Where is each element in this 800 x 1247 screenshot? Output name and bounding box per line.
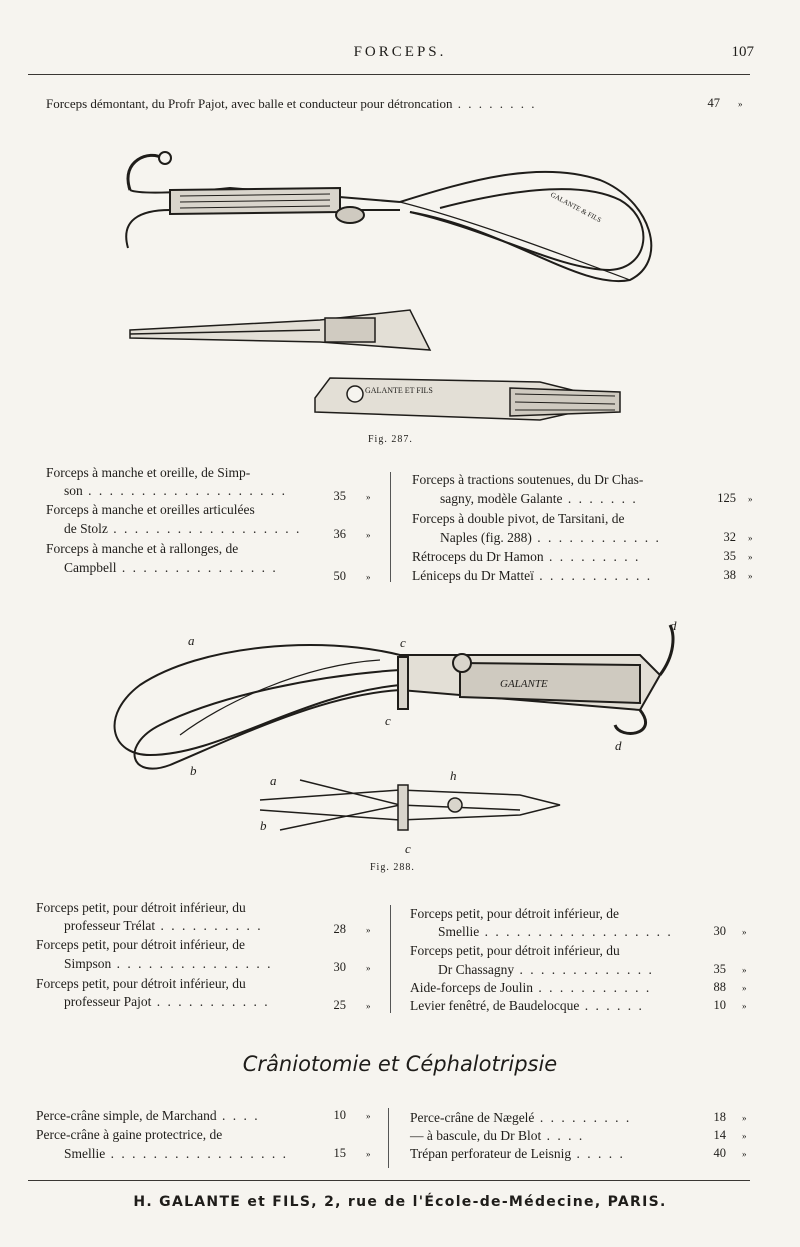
stamped-piece [315, 378, 620, 420]
entry-smellie-l2: Smellie . . . . . . . . . . . . . . . . . . [438, 924, 673, 939]
entry-gaine-l1: Perce-crâne à gaine protectrice, de [36, 1127, 223, 1142]
entry-naegele-price: 18 [713, 1110, 726, 1124]
entry-simpson-l2: son . . . . . . . . . . . . . . . . . . . [64, 483, 288, 498]
entry-trelat-l1: Forceps petit, pour détroit inférieur, du [36, 900, 246, 915]
fig-288-illustration [100, 615, 700, 865]
tarsitani-forceps-side [260, 780, 560, 830]
entry-marchand-price: 10 [333, 1108, 346, 1122]
entry-stolz-l2: de Stolz . . . . . . . . . . . . . . . . . . [64, 521, 302, 536]
entry-chassagny-small-l2: Dr Chassagny . . . . . . . . . . . . . [438, 962, 654, 977]
unit-mark: » [366, 1001, 371, 1011]
letter-h: h [450, 768, 457, 783]
entry-stolz-price: 36 [333, 527, 346, 541]
entry-gaine-price: 15 [333, 1146, 346, 1160]
entry-smellie-price: 30 [713, 924, 726, 938]
fig-288-caption: Fig. 288. [370, 862, 415, 873]
unit-mark: » [366, 925, 371, 935]
unit-mark: » [366, 492, 371, 502]
letter-a-mid: a [270, 773, 277, 788]
unit-mark: » [742, 965, 747, 975]
entry-pajot-l1: Forceps petit, pour détroit inférieur, du [36, 976, 246, 991]
entry-baudelocque-price: 10 [713, 998, 726, 1012]
unit-mark: » [366, 572, 371, 582]
letter-c-bot: c [405, 841, 411, 856]
unit-mark: » [742, 1113, 747, 1123]
unit-mark: » [366, 963, 371, 973]
entry-tarsitani-l2: Naples (fig. 288) . . . . . . . . . . . . [440, 530, 661, 545]
fig-287-illustration [110, 120, 670, 430]
entry-hamon-price: 35 [723, 549, 736, 563]
fig-287-caption: Fig. 287. [368, 434, 413, 445]
entry-trelat-l2: professeur Trélat . . . . . . . . . . [64, 918, 263, 933]
entry-chassagny-l2: sagny, modèle Galante . . . . . . . [440, 491, 638, 506]
unit-mark: » [742, 927, 747, 937]
entry-joulin-price: 88 [713, 980, 726, 994]
entry-stolz-l1: Forceps à manche et oreilles articulées [46, 502, 255, 517]
unit-mark: » [748, 494, 753, 504]
letter-c-top: c [400, 635, 406, 650]
publisher-footer: H. GALANTE et FILS, 2, rue de l'École-de-Médecine, PARIS. [133, 1194, 667, 1210]
entry-blot-price: 14 [713, 1128, 726, 1142]
unit-mark: » [366, 1111, 371, 1121]
header-rule [28, 74, 750, 75]
conductor-piece [130, 310, 430, 350]
entry-chassagny-small-price: 35 [713, 962, 726, 976]
entry-naegele: Perce-crâne de Nægelé . . . . . . . . . [410, 1110, 632, 1125]
entry-campbell-price: 50 [333, 569, 346, 583]
fig287-stamp-text: GALANTE ET FILS [365, 386, 433, 395]
unit-mark: » [366, 530, 371, 540]
footer-rule [28, 1180, 750, 1181]
unit-mark: » [742, 1001, 747, 1011]
fig288-stamp-text: GALANTE [500, 678, 548, 690]
letter-c-mid: c [385, 713, 391, 728]
entry-gaine-l2: Smellie . . . . . . . . . . . . . . . . . [64, 1146, 288, 1161]
entry-leisnig-price: 40 [713, 1146, 726, 1160]
section-title: Crâniotomie et Céphalotripsie [242, 1052, 558, 1076]
entry-campbell-l1: Forceps à manche et à rallonges, de [46, 541, 239, 556]
entry-chassagny-price: 125 [717, 491, 736, 505]
entry-simpson-small-price: 30 [333, 960, 346, 974]
unit-mark: » [748, 571, 753, 581]
entry-joulin: Aide-forceps de Joulin . . . . . . . . . . . [410, 980, 652, 995]
entry-campbell-l2: Campbell . . . . . . . . . . . . . . . [64, 560, 278, 575]
unit-mark: » [366, 1149, 371, 1159]
entry-matteï: Léniceps du Dr Matteï . . . . . . . . . . . [412, 568, 653, 583]
column-divider [388, 1108, 389, 1168]
entry-blot: — à bascule, du Dr Blot . . . . [410, 1128, 585, 1143]
entry-leisnig: Trépan perforateur de Leisnig . . . . . [410, 1146, 625, 1161]
item-price: 47 [707, 96, 720, 110]
column-divider [390, 472, 391, 582]
entry-tarsitani-l1: Forceps à double pivot, de Tarsitani, de [412, 511, 625, 526]
entry-simpson-price: 35 [333, 489, 346, 503]
running-header-title: FORCEPS. [353, 44, 447, 60]
item-forceps-demontant: Forceps démontant, du Profr Pajot, avec balle et conducteur pour détroncation . . . . . . . . [46, 96, 537, 111]
entry-chassagny-l1: Forceps à tractions soutenues, du Dr Chas- [412, 472, 644, 487]
fig287-engraving-text: GALANTE & FILS [549, 190, 603, 225]
entry-simpson-small-l1: Forceps petit, pour détroit inférieur, de [36, 937, 246, 952]
entry-simpson-small-l2: Simpson . . . . . . . . . . . . . . . [64, 956, 273, 971]
page-number: 107 [731, 44, 754, 60]
fig288-letters [188, 618, 677, 856]
entry-baudelocque: Levier fenêtré, de Baudelocque . . . . . . [410, 998, 644, 1013]
entry-smellie-l1: Forceps petit, pour détroit inférieur, de [410, 906, 620, 921]
unit-mark: » [742, 1131, 747, 1141]
letter-d-top: d [670, 618, 677, 633]
entry-tarsitani-price: 32 [723, 530, 736, 544]
letter-d-bot: d [615, 738, 622, 753]
entry-matteï-price: 38 [723, 568, 736, 582]
letter-b-top: b [190, 763, 197, 778]
unit-mark: » [738, 99, 743, 109]
entry-chassagny-small-l1: Forceps petit, pour détroit inférieur, du [410, 943, 620, 958]
letter-a-top: a [188, 633, 195, 648]
entry-simpson-l1: Forceps à manche et oreille, de Simp- [46, 465, 251, 480]
entry-trelat-price: 28 [333, 922, 346, 936]
unit-mark: » [742, 1149, 747, 1159]
entry-marchand: Perce-crâne simple, de Marchand . . . . [36, 1108, 260, 1123]
column-divider [390, 905, 391, 1013]
tarsitani-forceps [115, 625, 673, 769]
forceps-long [126, 152, 651, 281]
unit-mark: » [742, 983, 747, 993]
unit-mark: » [748, 533, 753, 543]
entry-pajot-price: 25 [333, 998, 346, 1012]
letter-b-bot: b [260, 818, 267, 833]
entry-hamon: Rétroceps du Dr Hamon . . . . . . . . . [412, 549, 641, 564]
entry-pajot-l2: professeur Pajot . . . . . . . . . . . [64, 994, 270, 1009]
unit-mark: » [748, 552, 753, 562]
